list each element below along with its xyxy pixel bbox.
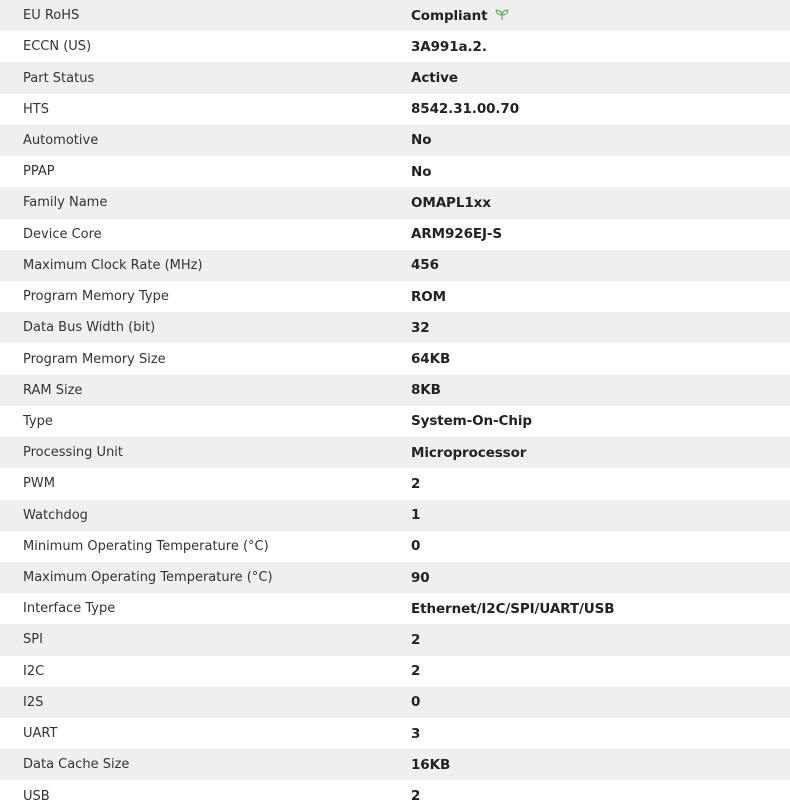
spec-value: 2 [411,663,421,680]
spec-value: 0 [411,538,421,555]
table-row [0,531,790,562]
leaf-icon [495,9,509,21]
spec-value: OMAPL1xx [411,194,491,211]
spec-value: 2 [411,788,421,805]
spec-value: Active [411,70,458,87]
table-row [0,593,790,624]
spec-value: 90 [411,569,430,586]
spec-label: Watchdog [23,507,88,523]
spec-label: Data Bus Width (bit) [23,320,156,336]
spec-label: Maximum Clock Rate (MHz) [23,257,203,273]
spec-value: Ethernet/I2C/SPI/UART/USB [411,600,615,617]
spec-label: PWM [23,476,55,492]
table-row [0,780,790,811]
spec-value: ROM [411,288,447,305]
table-row [0,281,790,312]
table-row [0,406,790,437]
spec-label: Part Status [23,70,95,86]
spec-value-cell [411,0,790,31]
spec-value: 32 [411,319,430,336]
spec-value: 3A991a.2. [411,38,487,55]
spec-value: 1 [411,507,421,524]
table-row [0,468,790,499]
table-row [0,312,790,343]
spec-value: ARM926EJ-S [411,226,503,243]
table-row [0,749,790,780]
spec-label: Maximum Operating Temperature (°C) [23,570,273,586]
table-row [0,62,790,93]
spec-label: SPI [23,632,43,648]
table-row [0,500,790,531]
spec-label: USB [23,788,50,804]
spec-value: 64KB [411,351,451,368]
table-row [0,0,790,31]
spec-label: Program Memory Size [23,351,166,367]
spec-label: Interface Type [23,601,116,617]
spec-label: Family Name [23,195,108,211]
table-row [0,343,790,374]
spec-label: Program Memory Type [23,289,169,305]
spec-label: RAM Size [23,382,83,398]
spec-value: 0 [411,694,421,711]
spec-value: 2 [411,475,421,492]
table-row [0,156,790,187]
spec-label: Data Cache Size [23,757,130,773]
spec-label: ECCN (US) [23,39,92,55]
table-row [0,437,790,468]
table-row [0,94,790,125]
spec-label: UART [23,726,58,742]
table-row [0,219,790,250]
table-row [0,250,790,281]
spec-value: Compliant [411,7,488,24]
spec-value: 8KB [411,382,441,399]
table-row [0,624,790,655]
spec-value: 3 [411,725,421,742]
table-row [0,31,790,62]
spec-label: Minimum Operating Temperature (°C) [23,538,269,554]
spec-value: 8542.31.00.70 [411,101,520,118]
spec-value: 16KB [411,756,451,773]
spec-value: Microprocessor [411,444,527,461]
spec-value: System-On-Chip [411,413,532,430]
table-row [0,687,790,718]
spec-label: Device Core [23,226,102,242]
table-row [0,718,790,749]
table-row [0,375,790,406]
table-row [0,562,790,593]
table-row [0,656,790,687]
table-row [0,187,790,218]
spec-label: PPAP [23,164,55,180]
spec-label: EU RoHS [23,8,80,24]
spec-label: I2C [23,663,45,679]
spec-value: No [411,132,432,149]
spec-label: Processing Unit [23,445,124,461]
spec-value: No [411,163,432,180]
spec-label: HTS [23,101,49,117]
spec-label: I2S [23,694,44,710]
spec-label: Type [23,413,53,429]
table-row [0,125,790,156]
spec-value: 2 [411,631,421,648]
spec-value: 456 [411,257,439,274]
spec-label: Automotive [23,132,99,148]
